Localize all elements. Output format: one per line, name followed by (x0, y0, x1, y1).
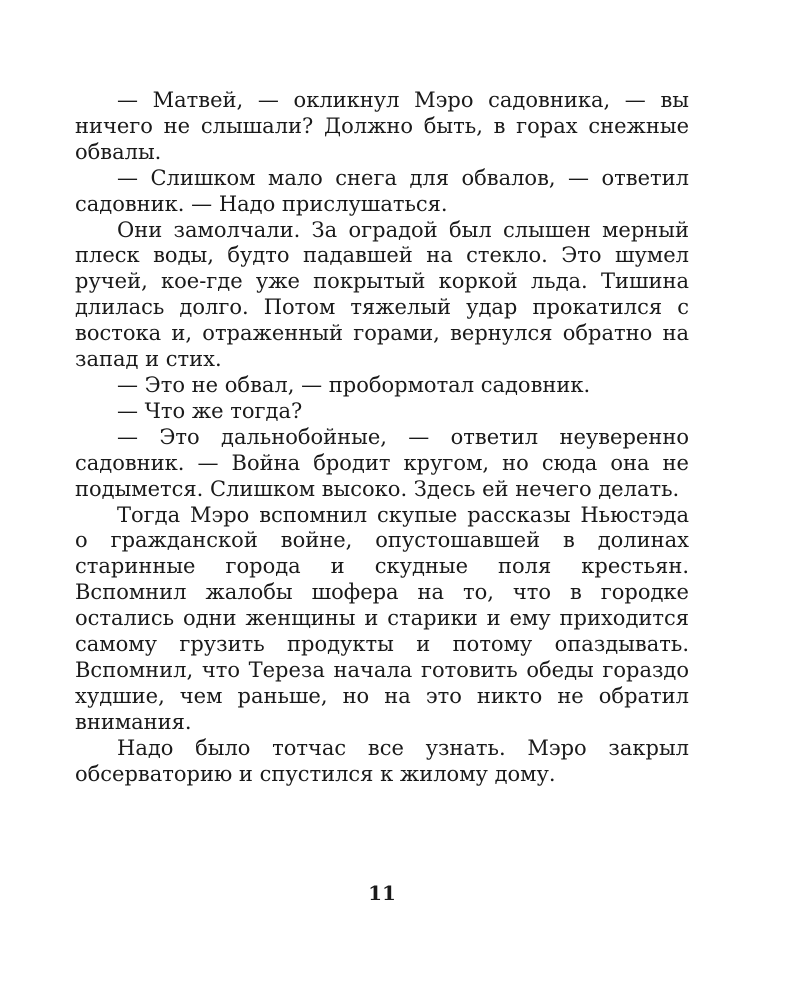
paragraph: Надо было тотчас все узнать. Мэро закрыл обсерваторию и спустился к жилому дому. (75, 735, 689, 786)
paragraph: — Что же тогда? (117, 398, 303, 423)
paragraph: — Слишком мало снега для обвалов, — ответил садовник. — Надо прислушаться. (75, 165, 689, 216)
page-number: 11 (368, 881, 396, 905)
paragraph: — Матвей, — окликнул Мэро садовника, — вы ничего не слышали? Должно быть, в горах снежные обвалы. (75, 88, 689, 164)
paragraph: Они замолчали. За оградой был слышен мерный плеск воды, будто падавшей на стекло. Это шумел ручей, кое-где уже покрытый коркой льда. Тишина длилась долго. Потом тяжелый удар прокатился с востока и, отраженный горами, вернулся обратно на запад и стих. (75, 217, 689, 372)
body-text (75, 88, 689, 787)
paragraph: — Это дальнобойные, — ответил неуверенно садовник. — Война бродит кругом, но сюда она не подымется. Слишком высоко. Здесь ей нечего делать. (75, 424, 689, 501)
paragraph: Тогда Мэро вспомнил скупые рассказы Ньюстэда о гражданской войне, опустошавшей в долинах старинные города и скудные поля крестьян. Вспомнил жалобы шофера на то, что в городке остались одни женщины и старики и ему приходится самому грузить продукты и потому опаздывать. Вспомнил, что Тереза начала готовить обеды гораздо худшие, чем раньше, но на это никто не обратил внимания. (75, 502, 689, 734)
paragraph: — Это не обвал, — пробормотал садовник. (117, 372, 591, 397)
